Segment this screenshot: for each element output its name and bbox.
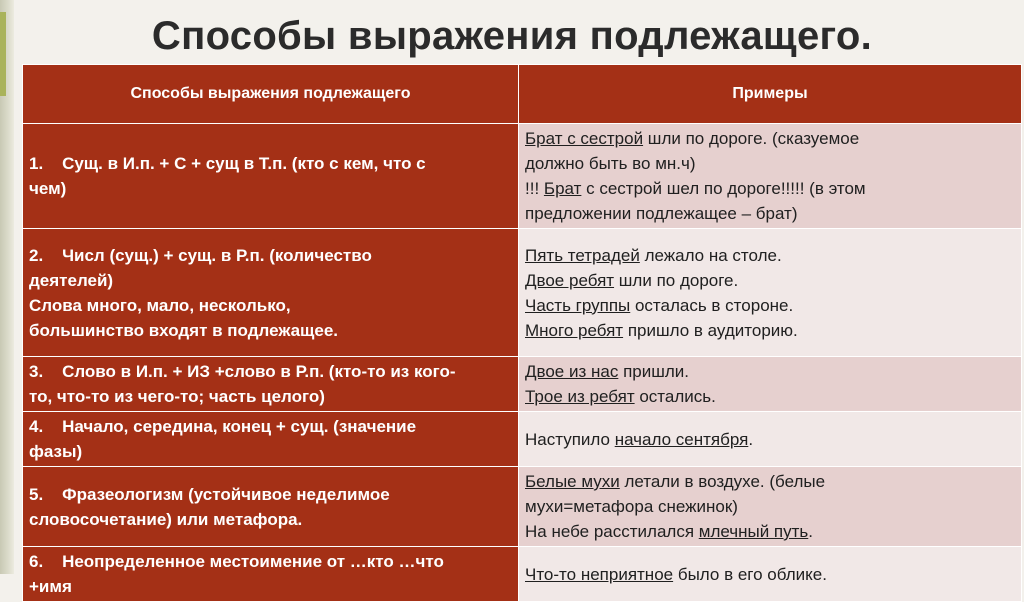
method-cell bbox=[23, 124, 519, 229]
example-text: предложении подлежащее – брат) bbox=[525, 204, 798, 223]
example-text: шли по дороге. (сказуемое bbox=[643, 129, 860, 148]
subject-underlined: Трое из ребят bbox=[525, 387, 635, 406]
example-text: должно быть во мн.ч) bbox=[525, 154, 696, 173]
method-line: 6. Неопределенное местоимение от …кто …что bbox=[29, 552, 444, 571]
subject-underlined: Пять тетрадей bbox=[525, 245, 640, 265]
example-text: пришло в аудиторию. bbox=[623, 320, 798, 340]
table-row bbox=[23, 467, 1022, 547]
example-line bbox=[525, 293, 1015, 318]
subject-underlined: начало сентября bbox=[614, 429, 749, 449]
method-cell bbox=[23, 357, 519, 412]
subject-underlined: Брат с сестрой bbox=[525, 129, 644, 148]
example-cell bbox=[519, 124, 1022, 229]
example-cell bbox=[519, 467, 1022, 547]
method-cell bbox=[23, 412, 519, 467]
subject-underlined: Двое ребят bbox=[525, 270, 615, 290]
table-row bbox=[23, 357, 1022, 412]
example-text: с сестрой шел по дороге!!!!! (в этом bbox=[581, 179, 866, 198]
example-cell bbox=[519, 357, 1022, 412]
example-text: летали в воздухе. (белые bbox=[619, 472, 826, 491]
method-cell bbox=[23, 547, 519, 602]
example-text: лежало на столе. bbox=[639, 245, 782, 265]
example-text: было в его облике. bbox=[673, 564, 827, 584]
example-line bbox=[525, 176, 1015, 201]
example-cell bbox=[519, 547, 1022, 602]
example-cell bbox=[519, 412, 1022, 467]
example-text: осталась в стороне. bbox=[630, 295, 794, 315]
method-cell bbox=[23, 229, 519, 357]
subject-underlined: Что-то неприятное bbox=[525, 564, 674, 584]
example-line bbox=[525, 359, 1015, 384]
table-row bbox=[23, 412, 1022, 467]
method-cell bbox=[23, 467, 519, 547]
table-row bbox=[23, 124, 1022, 229]
example-text: !!! bbox=[525, 179, 544, 198]
method-line: 1. Сущ. в И.п. + С + сущ в Т.п. (кто с кем, что с bbox=[29, 154, 426, 173]
method-line: +имя bbox=[29, 577, 72, 596]
subject-underlined: Много ребят bbox=[525, 320, 624, 340]
example-line bbox=[525, 201, 1015, 226]
example-text: Наступило bbox=[525, 429, 615, 449]
subject-underlined: Часть группы bbox=[525, 295, 631, 315]
example-cell bbox=[519, 229, 1022, 357]
table-header-row bbox=[23, 65, 1022, 124]
example-line bbox=[525, 243, 1015, 268]
example-text: пришли. bbox=[618, 362, 689, 381]
example-line bbox=[525, 151, 1015, 176]
method-line: фазы) bbox=[29, 442, 83, 461]
method-line: 5. Фразеологизм (устойчивое неделимое bbox=[29, 484, 390, 504]
table-row bbox=[23, 547, 1022, 602]
table-row bbox=[23, 229, 1022, 357]
example-text: мухи=метафора снежинок) bbox=[525, 497, 738, 516]
example-line bbox=[525, 469, 1015, 494]
subject-expression-table bbox=[22, 64, 1022, 602]
header-methods: Способы выражения подлежащего bbox=[23, 65, 519, 124]
method-line: 3. Слово в И.п. + ИЗ +слово в Р.п. (кто-то из кого- bbox=[29, 362, 456, 381]
example-line bbox=[525, 126, 1015, 151]
example-text: . bbox=[808, 522, 814, 541]
subject-underlined: Белые мухи bbox=[525, 472, 620, 491]
method-line: 4. Начало, середина, конец + сущ. (значение bbox=[29, 417, 417, 436]
subject-underlined: млечный путь bbox=[698, 522, 809, 541]
example-line bbox=[525, 427, 1015, 452]
method-line: то, что-то из чего-то; часть целого) bbox=[29, 387, 325, 406]
example-text: На небе расстилался bbox=[525, 522, 699, 541]
slide-title: Способы выражения подлежащего. bbox=[151, 14, 873, 58]
subject-underlined: Двое из нас bbox=[525, 362, 619, 381]
subject-underlined: Брат bbox=[543, 179, 582, 198]
example-text: шли по дороге. bbox=[614, 270, 739, 290]
method-line: большинство входят в подлежащее. bbox=[29, 320, 339, 340]
example-text: . bbox=[748, 429, 754, 449]
example-line bbox=[525, 384, 1015, 409]
example-line bbox=[525, 318, 1015, 343]
method-line: деятелей) bbox=[29, 270, 114, 290]
method-line: словосочетание) или метафора. bbox=[29, 509, 303, 529]
example-line bbox=[525, 268, 1015, 293]
example-line bbox=[525, 519, 1015, 544]
example-text: остались. bbox=[634, 387, 716, 406]
method-line: чем) bbox=[29, 179, 67, 198]
example-line bbox=[525, 494, 1015, 519]
header-examples: Примеры bbox=[519, 65, 1022, 124]
example-line bbox=[525, 562, 1015, 587]
method-line: 2. Числ (сущ.) + сущ. в Р.п. (количество bbox=[29, 245, 372, 265]
method-line: Слова много, мало, несколько, bbox=[29, 295, 291, 315]
